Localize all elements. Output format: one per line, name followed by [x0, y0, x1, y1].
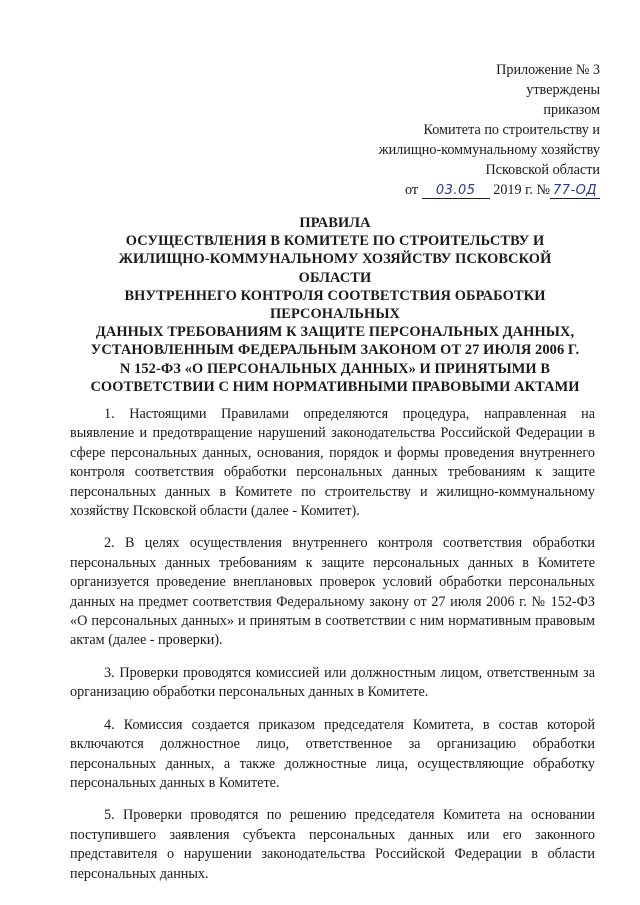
- appendix-number: Приложение № 3: [496, 62, 600, 78]
- handwritten-number: 77-ОД: [552, 183, 598, 198]
- date-field: [422, 183, 490, 199]
- order-date-line: [379, 180, 600, 200]
- document-body: [70, 405, 595, 897]
- date-year: 2019 г. №: [493, 182, 550, 198]
- paragraph-5: 5. Проверки проводятся по решению председателя Комитета на основании поступившего заявления субъекта персональных данных или его законного представителя о нарушении законодательства Российской Федерации в области персональных данных.: [70, 807, 595, 882]
- paragraph-4: 4. Комиссия создается приказом председателя Комитета, в состав которой включаются должностное лицо, ответственное за организацию обработки персональных данных, а также должностные лица, осуществляющие обработку персональных данных в Комитете.: [70, 716, 595, 791]
- title-line: ПЕРСОНАЛЬНЫХ: [269, 306, 401, 323]
- title-line: ВНУТРЕННЕГО КОНТРОЛЯ СООТВЕТСТВИЯ ОБРАБОТКИ: [124, 287, 546, 304]
- title-line: ОБЛАСТИ: [298, 269, 372, 286]
- paragraph-1: 1. Настоящими Правилами определяются процедура, направленная на выявление и предотвращение нарушений законодательства Российской Федерации в сфере персональных данных, основания, порядок и формы проведения внутреннего контроля соответствия обработки персональных данных требованиям к защите персональных данных в Комитете по строительству и жилищно-коммунальному хозяйству Псковской области (далее - Комитет).: [70, 406, 595, 520]
- date-prefix: от: [405, 182, 419, 198]
- title-line: ЖИЛИЩНО-КОММУНАЛЬНОМУ ХОЗЯЙСТВУ ПСКОВСКОЙ: [118, 251, 552, 268]
- title-line: ОСУЩЕСТВЛЕНИЯ В КОМИТЕТЕ ПО СТРОИТЕЛЬСТВУ И: [125, 233, 545, 250]
- title-line: ПРАВИЛА: [299, 215, 371, 231]
- number-field: [550, 183, 600, 199]
- paragraph-3: 3. Проверки проводятся комиссией или должностным лицом, ответственным за организацию обработки персональных данных в Комитете.: [70, 664, 595, 701]
- document-title: [70, 214, 600, 396]
- approval-block: [379, 60, 600, 200]
- title-line: N 152-ФЗ «О ПЕРСОНАЛЬНЫХ ДАННЫХ» И ПРИНЯТЫМИ В: [119, 360, 551, 377]
- title-line: СООТВЕТСТВИИ С НИМ НОРМАТИВНЫМИ ПРАВОВЫМИ АКТАМИ: [90, 378, 580, 395]
- committee-line-2: жилищно-коммунальному хозяйству: [378, 142, 600, 158]
- paragraph-2: 2. В целях осуществления внутреннего контроля соответствия обработки персональных данных требованиям к защите персональных данных в Комитете организуется проведение внеплановых проверок условий обработки персональных данных на предмет соответствия Федеральному закону от 27 июля 2006 г. № 152-ФЗ «О персональных данных» и принятым в соответствии с ним нормативным правовым актам (далее - проверки).: [70, 535, 595, 649]
- handwritten-date: 03.05: [435, 183, 476, 198]
- committee-line-1: Комитета по строительству и: [423, 122, 600, 138]
- region-line: Псковской области: [485, 162, 600, 178]
- title-line: УСТАНОВЛЕННЫМ ФЕДЕРАЛЬНЫМ ЗАКОНОМ ОТ 27 ИЮЛЯ 2006 Г.: [90, 342, 580, 359]
- order-label: приказом: [543, 102, 600, 118]
- approved-label: утверждены: [526, 82, 600, 98]
- title-line: ДАННЫХ ТРЕБОВАНИЯМ К ЗАЩИТЕ ПЕРСОНАЛЬНЫХ ДАННЫХ,: [95, 324, 575, 341]
